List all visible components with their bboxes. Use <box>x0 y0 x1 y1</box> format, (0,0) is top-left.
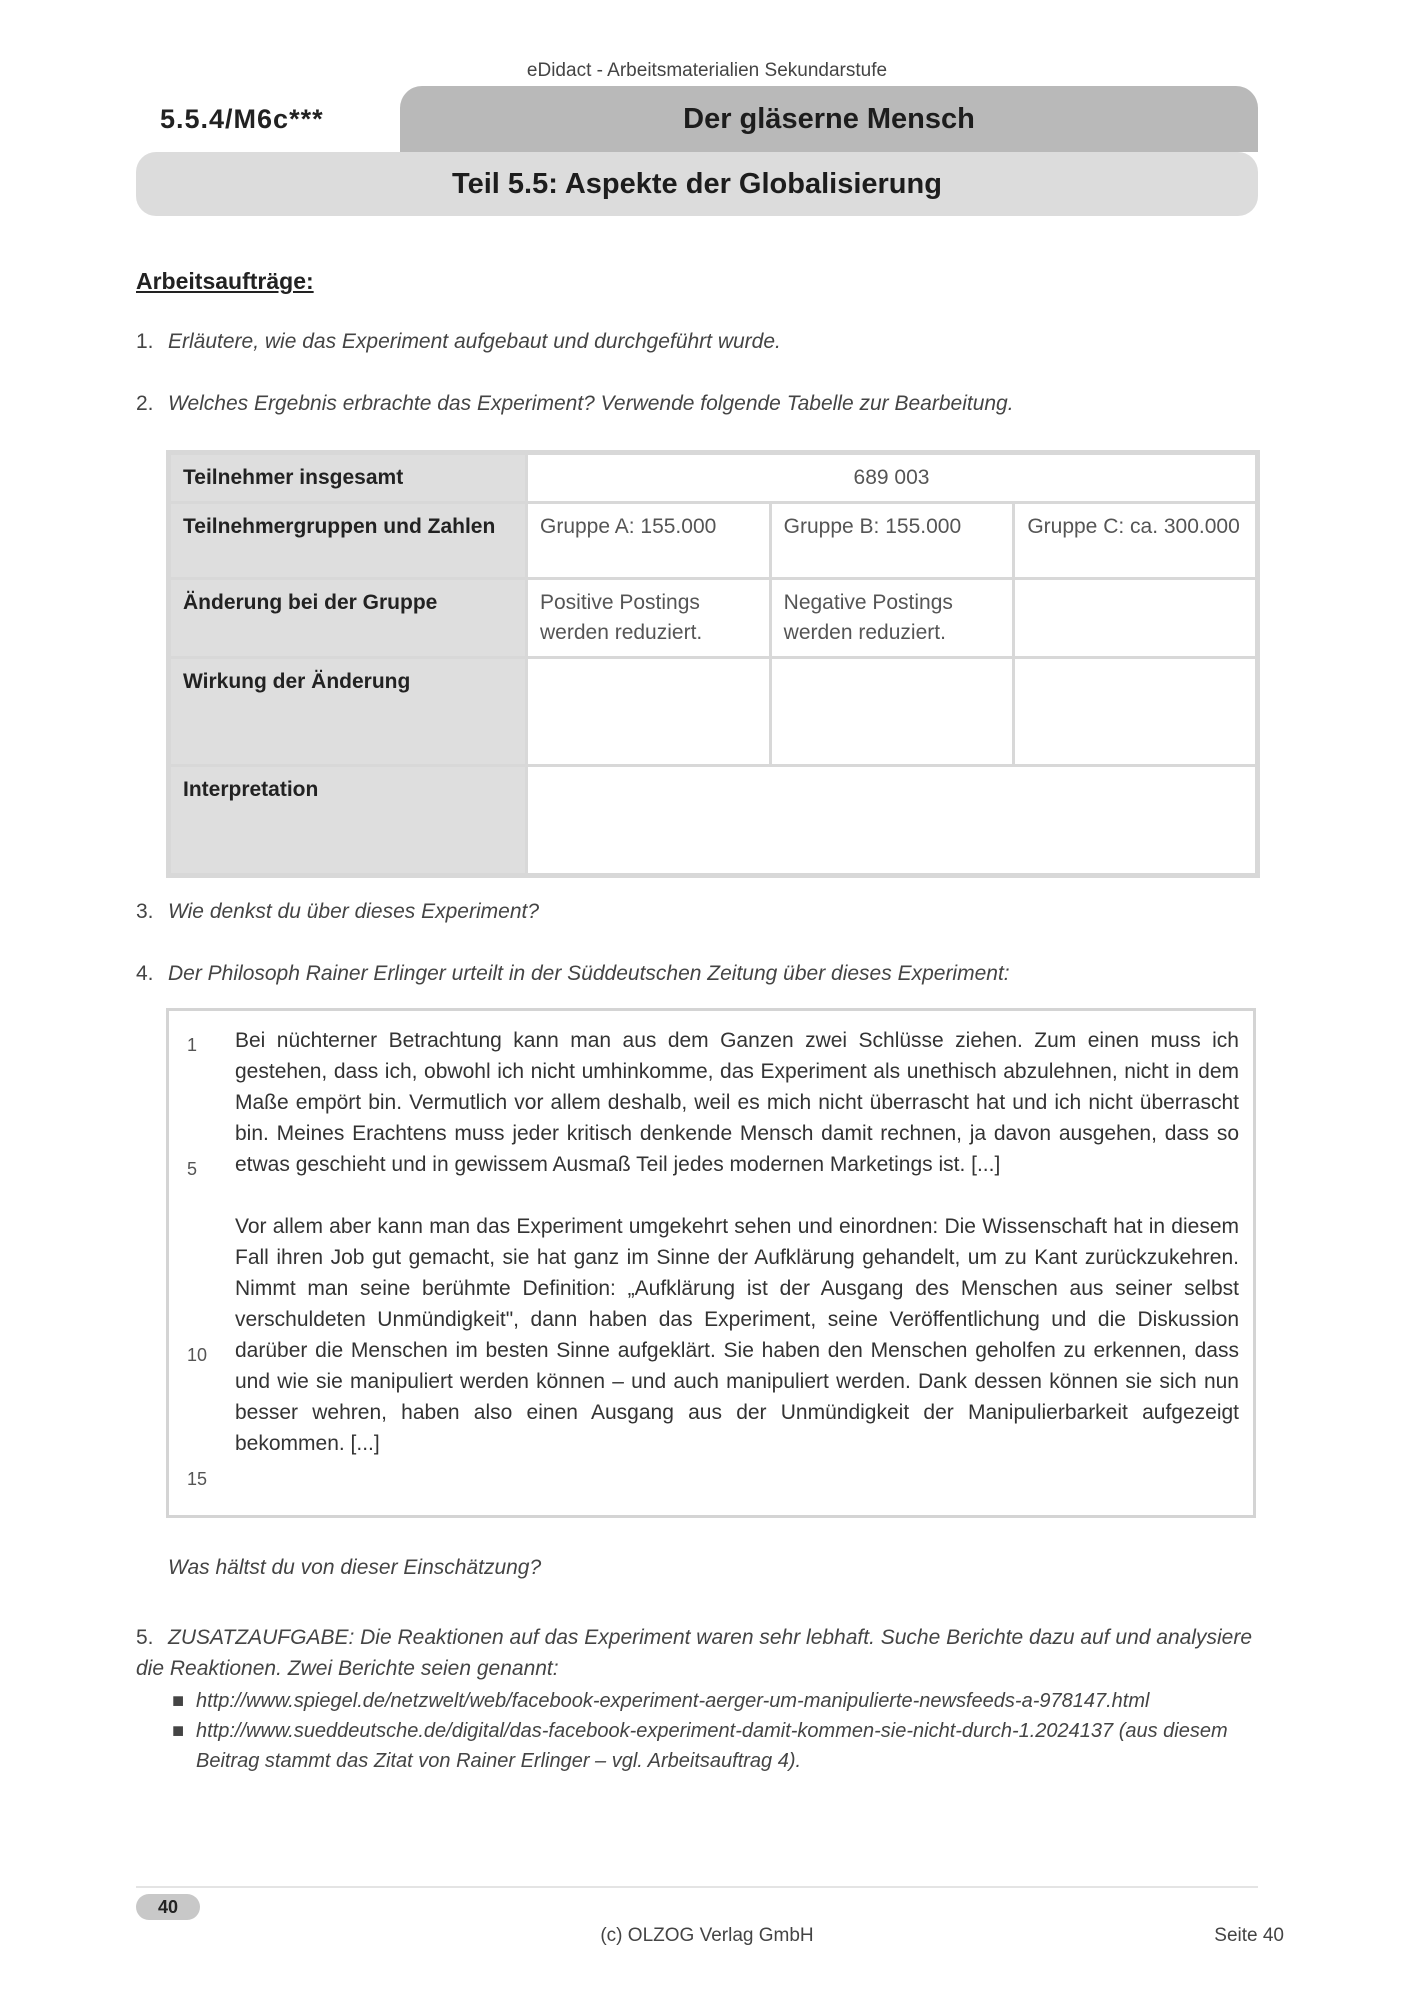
copyright-notice: (c) OLZOG Verlag GmbH <box>600 1925 814 1946</box>
bullet-icon: ■ <box>172 1720 185 1742</box>
list-item <box>172 1686 1258 1716</box>
publisher-line: eDidact - Arbeitsmaterialien Sekundarstufe <box>526 60 888 81</box>
task-2 <box>136 388 1258 419</box>
table-row <box>169 766 1258 876</box>
task-text: Wie denkst du über dieses Experiment? <box>168 900 540 923</box>
table-row <box>169 503 1258 579</box>
reflection-question: Was hältst du von dieser Einschätzung? <box>168 1556 542 1579</box>
task-text: Der Philosoph Rainer Erlinger urteilt in der Süddeutschen Zeitung über dieses Experiment: <box>168 962 1010 985</box>
title-bar <box>400 86 1258 152</box>
line-number: 1 <box>187 1035 198 1055</box>
results-table <box>166 450 1260 878</box>
footer-divider <box>136 1886 1258 1888</box>
task-text: Welches Ergebnis erbrachte das Experiment? Verwende folgende Tabelle zur Bearbeitung. <box>168 392 1014 415</box>
change-a-cell: Positive Postings werden reduziert. <box>527 579 771 658</box>
effect-a-cell <box>527 658 771 766</box>
task-number: 4. <box>136 962 154 985</box>
group-b-cell: Gruppe B: 155.000 <box>770 503 1014 579</box>
row-header-interpretation: Interpretation <box>169 766 527 876</box>
page-number-badge: 40 <box>136 1894 200 1920</box>
task-5 <box>136 1622 1258 1684</box>
task-text: ZUSATZAUFGABE: Die Reaktionen auf das Experiment waren sehr lebhaft. Suche Berichte dazu auf und analysiere die Reaktionen. Zwei Berichte seien genannt: <box>136 1626 1252 1680</box>
sueddeutsche-link[interactable]: http://www.sueddeutsche.de/digital/das-facebook-experiment-damit-kommen-sie-nicht-durch-1.2024137 (aus diesem Beitrag stammt das Zitat von Rainer Erlinger – vgl. Arbeitsauftrag 4). <box>196 1720 1228 1772</box>
total-participants-cell: 689 003 <box>527 453 1258 503</box>
row-header-groups: Teilnehmergruppen und Zahlen <box>169 503 527 579</box>
spiegel-link[interactable]: http://www.spiegel.de/netzwelt/web/facebook-experiment-aerger-um-manipulierte-newsfeeds-a-978147.html <box>196 1690 1150 1712</box>
list-item <box>172 1716 1258 1776</box>
quote-box <box>166 1008 1256 1518</box>
table-row <box>169 453 1258 503</box>
link-list <box>172 1686 1258 1776</box>
interpretation-cell <box>527 766 1258 876</box>
table-row <box>169 658 1258 766</box>
task-number: 1. <box>136 330 154 353</box>
group-c-cell: Gruppe C: ca. 300.000 <box>1014 503 1258 579</box>
row-header-effect: Wirkung der Änderung <box>169 658 527 766</box>
effect-c-cell <box>1014 658 1258 766</box>
page-title: Der gläserne Mensch <box>683 102 975 135</box>
line-number: 10 <box>187 1345 208 1365</box>
line-number: 5 <box>187 1159 198 1179</box>
quote-paragraph: Vor allem aber kann man das Experiment umgekehrt sehen und einordnen: Die Wissenschaft hat in diesem Fall ihren Job gut gemacht, sie hat ganz im Sinne der Aufklärung gehandelt, um zu Kant zurückzukehren. Nimmt man seine berühmte Definition: „Aufklärung ist der Ausgang des Menschen aus seiner selbst verschuldeten Unmündigkeit", dann haben das Experiment, seine Veröffentlichung und die Diskussion darüber die Menschen im besten Sinne aufgeklärt. Sie haben den Menschen geholfen zu erkennen, dass und wie sie manipuliert werden können – und auch manipuliert werden. Dank dessen können sie sich nun besser wehren, haben also einen Ausgang aus der Unmündigkeit der Manipulierbarkeit aufgezeigt bekommen. [...] <box>235 1215 1239 1455</box>
subtitle-bar <box>136 152 1258 216</box>
row-header-change: Änderung bei der Gruppe <box>169 579 527 658</box>
task-number: 2. <box>136 392 154 415</box>
effect-b-cell <box>770 658 1014 766</box>
task-number: 5. <box>136 1626 154 1649</box>
quote-text <box>235 1025 1239 1490</box>
task-4 <box>136 958 1258 989</box>
task-number: 3. <box>136 900 154 923</box>
bullet-icon: ■ <box>172 1690 185 1712</box>
tasks-heading: Arbeitsaufträge: <box>136 268 314 294</box>
task-1 <box>136 326 1258 357</box>
group-a-cell: Gruppe A: 155.000 <box>527 503 771 579</box>
task-text: Erläutere, wie das Experiment aufgebaut und durchgeführt wurde. <box>168 330 781 353</box>
line-number: 15 <box>187 1469 208 1489</box>
task-3 <box>136 896 1258 927</box>
material-code: 5.5.4/M6c*** <box>160 104 324 134</box>
quote-paragraph: Bei nüchterner Betrachtung kann man aus dem Ganzen zwei Schlüsse ziehen. Zum einen muss ich gestehen, dass ich, obwohl ich nicht umhinkomme, das Experiment als unethisch abzulehnen, nicht in dem Maße empört bin. Vermutlich vor allem deshalb, weil es mich nicht überrascht hat und ich nicht überrascht bin. Meines Erachtens muss jeder kritisch denkende Mensch damit rechnen, ja davon ausgehen, dass so etwas geschieht und in gewissem Ausmaß Teil jedes modernen Marketings ist. [...] <box>235 1029 1239 1176</box>
change-c-cell <box>1014 579 1258 658</box>
page-subtitle: Teil 5.5: Aspekte der Globalisierung <box>452 167 942 200</box>
change-b-cell: Negative Postings werden reduziert. <box>770 579 1014 658</box>
table-row <box>169 579 1258 658</box>
page-label: Seite 40 <box>1214 1925 1284 1946</box>
row-header-participants: Teilnehmer insgesamt <box>169 453 527 503</box>
